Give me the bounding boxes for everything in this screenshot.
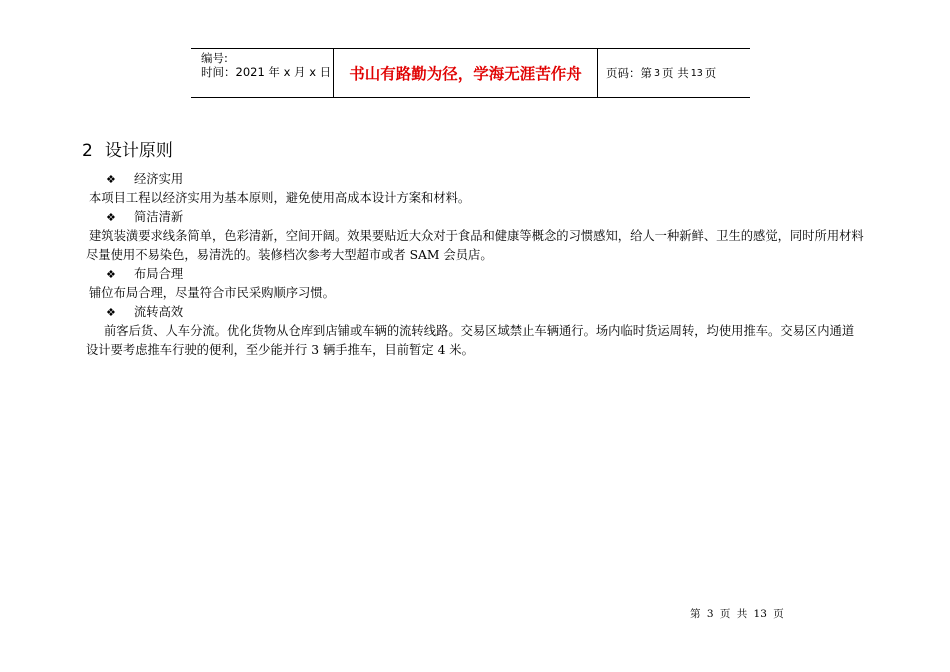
page-suffix: 页	[704, 66, 717, 80]
header-page-indicator	[598, 49, 750, 97]
paragraph-efficiency: 前客后货、人车分流。优化货物从仓库到店铺或车辆的流转线路。交易区域禁止车辆通行。场内临时货运周转，均使用推车。交易区内通道设计要考虑推车行驶的便利，至少能并行 3 辆手推车，目前暂定 4 米。	[86, 324, 855, 357]
page-footer: 第 3 页 共 13 页	[690, 608, 784, 620]
section-title-text: 设计原则	[104, 141, 173, 161]
diamond-bullet-icon: ❖	[106, 173, 116, 186]
page-total: 13	[690, 67, 703, 79]
bullet-heading-text: 经济实用	[134, 172, 184, 186]
document-time-label: 时间：2021 年 x 月 x 日	[201, 65, 332, 79]
bullet-heading-text: 布局合理	[134, 267, 184, 281]
diamond-bullet-icon: ❖	[106, 306, 116, 319]
header-motto: 书山有路勤为径，学海无涯苦作舟	[334, 49, 598, 97]
paragraph-economy: 本项目工程以经济实用为基本原则，避免使用高成本设计方案和材料。	[89, 191, 471, 205]
diamond-bullet-icon: ❖	[106, 268, 116, 281]
page-prefix: 页码：第	[606, 66, 652, 80]
bullet-heading-text: 流转高效	[134, 305, 184, 319]
bullet-heading-clean	[86, 208, 866, 227]
bullet-heading-economy	[86, 170, 866, 189]
bullet-heading-efficiency	[86, 303, 866, 322]
section-title	[82, 136, 173, 161]
bullet-heading-layout	[86, 265, 866, 284]
diamond-bullet-icon: ❖	[106, 211, 116, 224]
paragraph-clean: 建筑装潢要求线条简单，色彩清新，空间开阔。效果要贴近大众对于食品和健康等概念的习惯感知，给人一种新鲜、卫生的感觉，同时所用材料尽量使用不易染色，易清洗的。装修档次参考大型超市或者 SAM 会员店。	[86, 229, 864, 262]
page-mid: 页 共	[662, 66, 689, 80]
section-number: 2	[82, 141, 93, 161]
page-header	[191, 48, 750, 98]
bullet-heading-text: 简洁清新	[134, 210, 184, 224]
page-current: 3	[654, 67, 661, 79]
header-meta	[191, 49, 334, 97]
paragraph-layout: 铺位布局合理，尽量符合市民采购顺序习惯。	[89, 286, 335, 300]
document-number-label: 编号:	[201, 51, 228, 65]
section-body	[86, 170, 866, 360]
